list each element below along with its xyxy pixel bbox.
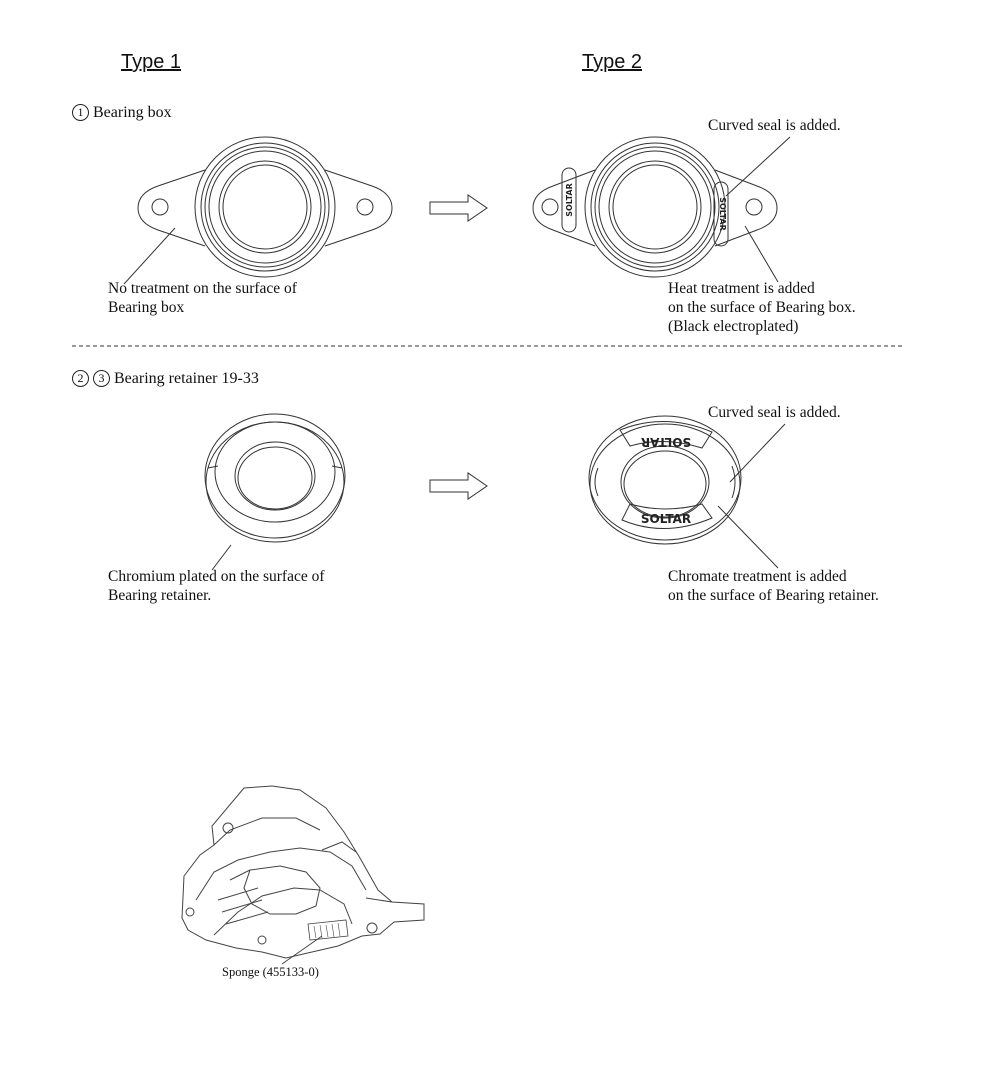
- section2-type1-note-line2: Bearing retainer.: [108, 587, 212, 604]
- type1-header: Type 1: [121, 51, 182, 73]
- section1-type2-note-line3: (Black electroplated): [668, 318, 799, 335]
- bearing-box-seal-text-right: SOLTAR: [718, 197, 727, 231]
- bearing-box-seal-text-left: SOLTAR: [565, 183, 574, 217]
- section1-number: 1: [72, 104, 89, 121]
- retainer-seal-text-top: SOLTAR: [640, 435, 692, 449]
- arrow-section2-icon: [430, 473, 487, 499]
- sponge-caption: Sponge (455133-0): [222, 965, 319, 979]
- section2-number-a: 2: [72, 370, 89, 387]
- section2-type2-note-line1: Chromate treatment is added: [668, 568, 847, 585]
- type1-bearing-retainer-drawing: [205, 414, 345, 570]
- type2-header: Type 2: [582, 51, 643, 73]
- section1-seal-note: Curved seal is added.: [708, 117, 841, 134]
- section1-type2-note-line1: Heat treatment is added: [668, 280, 815, 297]
- section2-number-b: 3: [93, 370, 110, 387]
- retainer-seal-text-bottom: SOLTAR: [640, 512, 692, 526]
- arrow-section1-icon: [430, 195, 487, 221]
- gear-housing-assembly-drawing: [182, 786, 424, 964]
- section2-type2-note-line2: on the surface of Bearing retainer.: [668, 587, 879, 604]
- section2-type1-note-line1: Chromium plated on the surface of: [108, 568, 325, 585]
- type1-bearing-box-drawing: [124, 137, 392, 284]
- section2-seal-note: Curved seal is added.: [708, 404, 841, 421]
- section2-title-text: Bearing retainer 19-33: [114, 370, 259, 387]
- section1-type2-note-line2: on the surface of Bearing box.: [668, 299, 856, 316]
- section1-type1-note-line2: Bearing box: [108, 299, 185, 316]
- section1-title-text: Bearing box: [93, 104, 172, 121]
- section1-type1-note-line1: No treatment on the surface of: [108, 280, 297, 297]
